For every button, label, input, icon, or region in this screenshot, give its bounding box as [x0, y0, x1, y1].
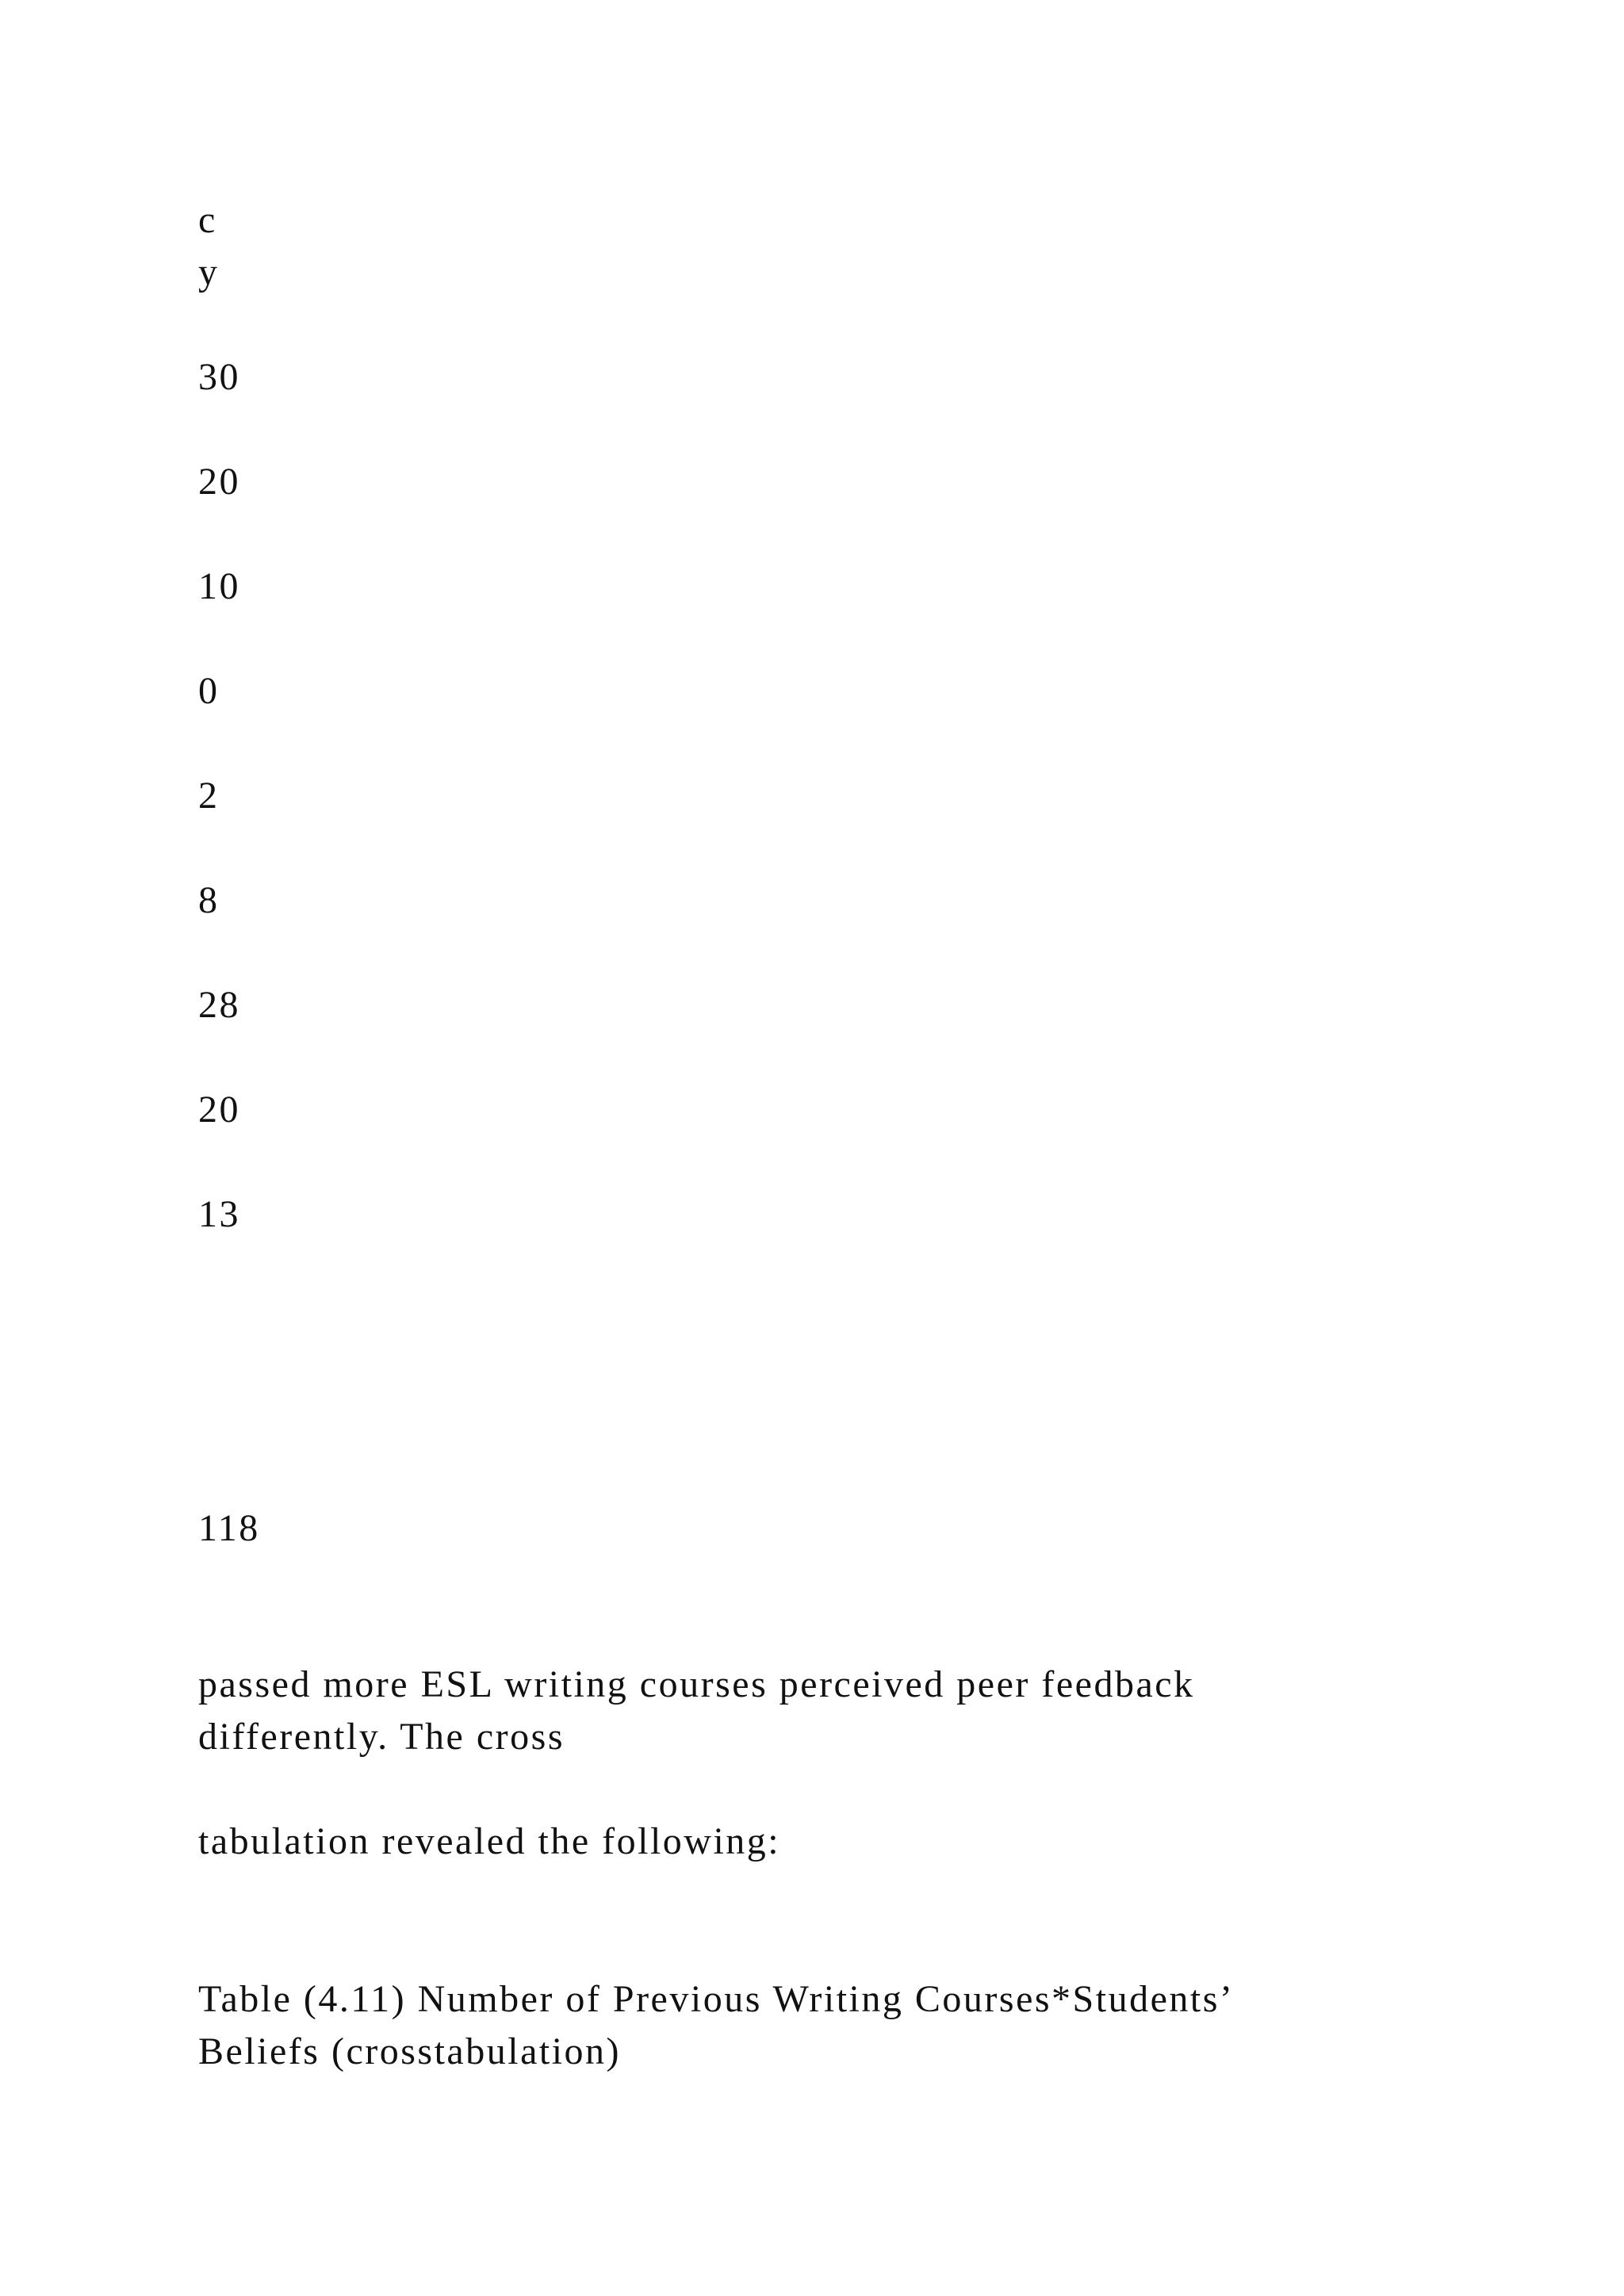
text-fragment-y: y [198, 251, 220, 293]
page-number: 118 [198, 1507, 260, 1549]
number-20-second: 20 [198, 1089, 240, 1131]
number-28: 28 [198, 984, 240, 1026]
number-2: 2 [198, 775, 220, 817]
number-0: 0 [198, 670, 220, 712]
table-caption-line-1: Table (4.11) Number of Previous Writing Courses*Students’ [198, 1978, 1235, 2020]
table-caption-line-2: Beliefs (crosstabulation) [198, 2030, 622, 2072]
number-8: 8 [198, 879, 220, 921]
number-30: 30 [198, 356, 240, 398]
text-fragment-c: c [198, 199, 217, 241]
paragraph-line-1: passed more ESL writing courses perceived peer feedback [198, 1663, 1195, 1705]
paragraph-line-3: tabulation revealed the following: [198, 1820, 781, 1862]
number-10: 10 [198, 565, 240, 607]
number-13: 13 [198, 1193, 240, 1235]
number-20: 20 [198, 461, 240, 503]
paragraph-line-2: differently. The cross [198, 1716, 565, 1758]
